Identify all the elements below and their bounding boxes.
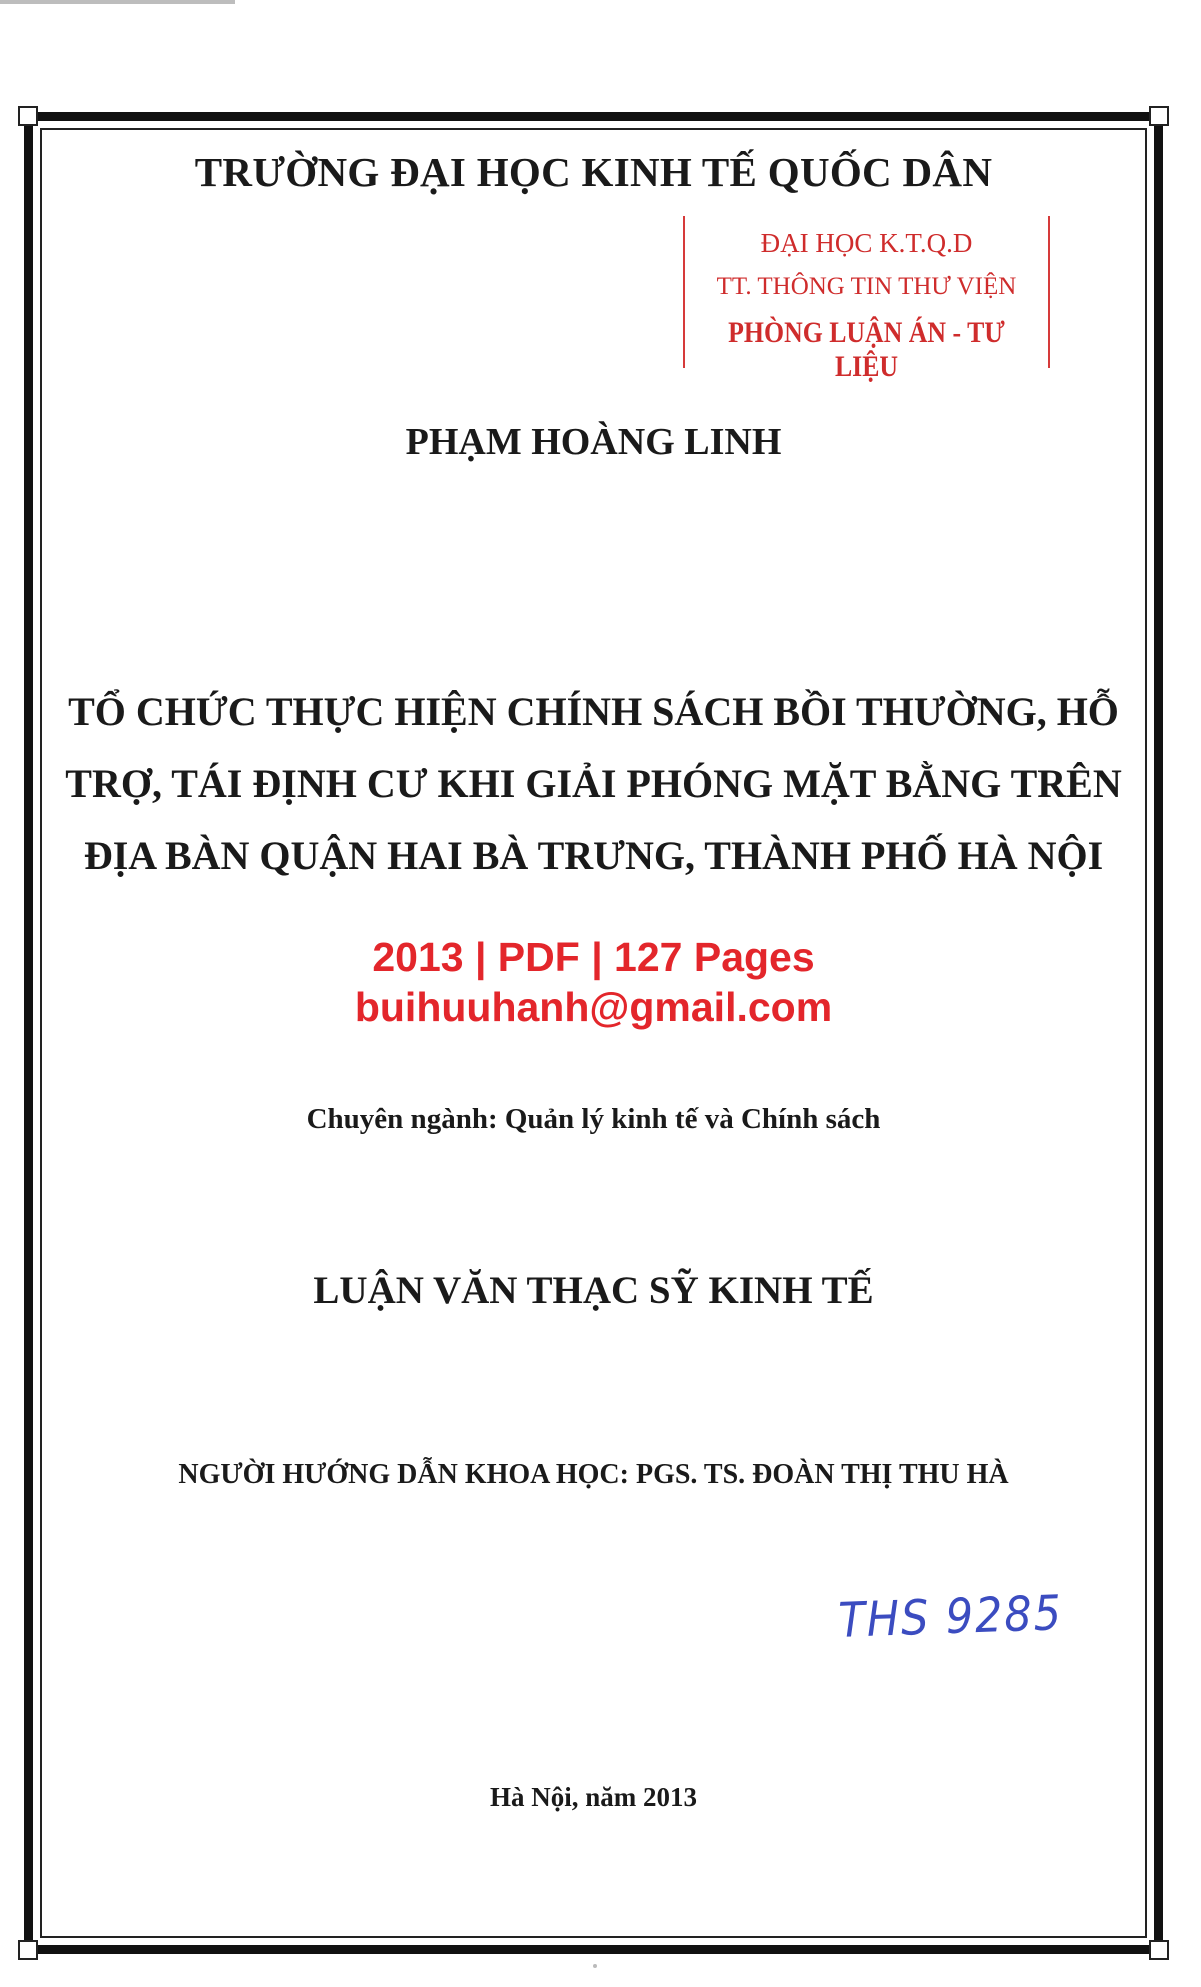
specialty: Chuyên ngành: Quản lý kinh tế và Chính sách bbox=[306, 1103, 881, 1135]
border-corner-top-right bbox=[1149, 106, 1169, 126]
advisor: NGƯỜI HƯỚNG DẪN KHOA HỌC: PGS. TS. ĐOÀN THỊ THU HÀ bbox=[178, 1459, 1009, 1490]
place-and-year: Hà Nội, năm 2013 bbox=[489, 1782, 697, 1812]
scan-edge-mark bbox=[0, 0, 235, 4]
author-name: PHẠM HOÀNG LINH bbox=[405, 421, 782, 463]
thesis-title-line-1: TỔ CHỨC THỰC HIỆN CHÍNH SÁCH BỒI THƯỜNG, HỖ bbox=[68, 689, 1119, 734]
border-corner-bottom-left bbox=[18, 1940, 38, 1960]
scan-speck bbox=[593, 1964, 597, 1968]
stamp-line-2: TT. THÔNG TIN THƯ VIỆN bbox=[716, 273, 1017, 300]
promo-info: 2013 | PDF | 127 Pages bbox=[372, 934, 815, 980]
stamp-line-1: ĐẠI HỌC K.T.Q.D bbox=[760, 228, 973, 258]
library-stamp bbox=[683, 216, 1050, 383]
stamp-line-3: PHÒNG LUẬN ÁN - TƯ LIỆU bbox=[728, 316, 1005, 383]
handwritten-catalog-number: THS 9285 bbox=[837, 1585, 1064, 1649]
border-corner-bottom-right bbox=[1149, 1940, 1169, 1960]
university-name: TRƯỜNG ĐẠI HỌC KINH TẾ QUỐC DÂN bbox=[194, 149, 993, 195]
promo-email: buihuuhanh@gmail.com bbox=[354, 984, 833, 1030]
degree-title: LUẬN VĂN THẠC SỸ KINH TẾ bbox=[313, 1269, 874, 1312]
thesis-title-line-2: TRỢ, TÁI ĐỊNH CƯ KHI GIẢI PHÓNG MẶT BẰNG TRÊN bbox=[65, 761, 1122, 806]
page-border-inner bbox=[40, 128, 1147, 1938]
border-corner-top-left bbox=[18, 106, 38, 126]
thesis-title-line-3: ĐỊA BÀN QUẬN HAI BÀ TRƯNG, THÀNH PHỐ HÀ NỘI bbox=[83, 833, 1104, 878]
